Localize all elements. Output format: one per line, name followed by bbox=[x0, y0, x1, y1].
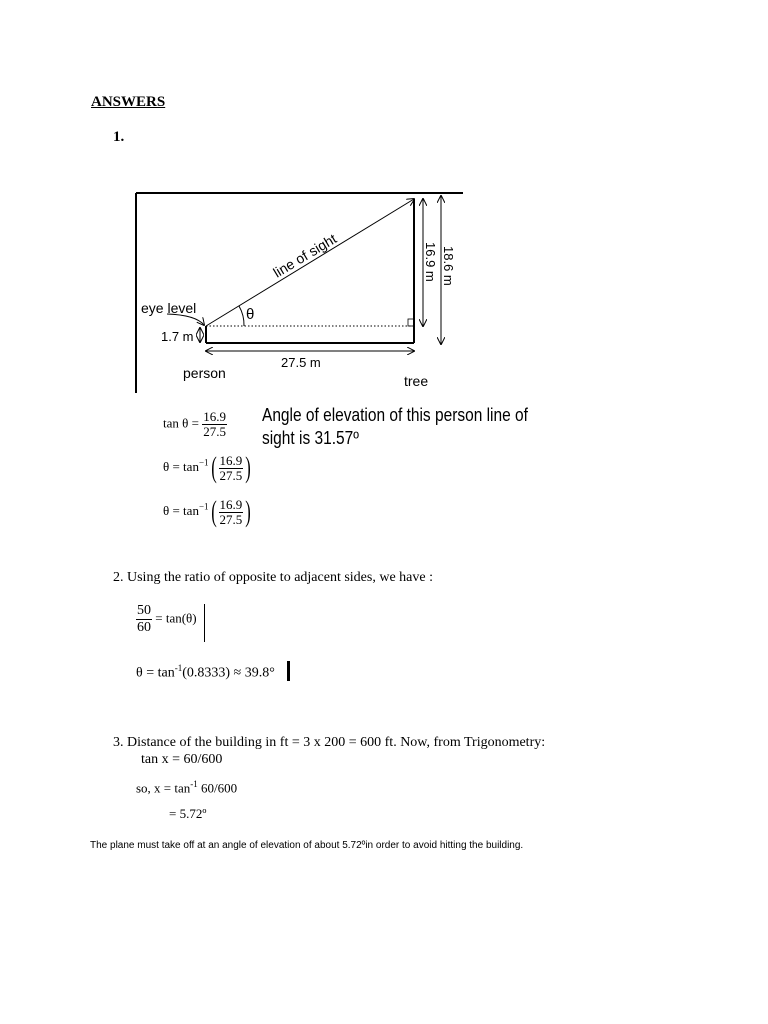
fraction-numerator: 16.9 bbox=[219, 496, 243, 512]
fraction-numerator: 50 bbox=[137, 603, 151, 618]
theta-label: θ bbox=[246, 306, 255, 323]
tree-height-label: 18.6 m bbox=[441, 246, 456, 286]
line-of-sight bbox=[206, 199, 414, 326]
left-paren: ( bbox=[210, 495, 217, 528]
q1-eq3-fraction bbox=[219, 498, 244, 527]
inverse-exponent: −1 bbox=[198, 501, 209, 512]
q2-eq2-lhs: θ = tan bbox=[136, 665, 175, 681]
q2-fraction bbox=[136, 603, 152, 636]
answers-heading: ANSWERS bbox=[91, 94, 166, 110]
q1-eq2-lhs: θ = tan bbox=[163, 458, 199, 474]
q2-eq2-rhs: (0.8333) ≈ 39.8° bbox=[182, 665, 275, 681]
fraction-denominator: 27.5 bbox=[219, 467, 243, 483]
person-label: person bbox=[183, 365, 226, 381]
inverse-exponent: -1 bbox=[174, 663, 183, 673]
inverse-exponent: -1 bbox=[190, 779, 198, 789]
eye-level-label: eye level bbox=[141, 300, 197, 316]
line-of-sight-label: line of sight bbox=[270, 230, 340, 281]
q3-equation-1: tan x = 60/600 bbox=[141, 752, 223, 767]
q3-equation-2 bbox=[136, 779, 237, 796]
q1-conclusion bbox=[262, 404, 528, 450]
q2-equation-2 bbox=[136, 663, 275, 682]
q2-equation-1 bbox=[136, 603, 197, 636]
q3-equation-3: = 5.72º bbox=[169, 806, 207, 821]
tree-label: tree bbox=[404, 373, 429, 389]
q3-eq2-post: 60/600 bbox=[197, 780, 238, 796]
q1-equation-3 bbox=[163, 497, 253, 527]
q1-equation-1 bbox=[163, 410, 227, 439]
inverse-exponent: −1 bbox=[198, 457, 209, 468]
left-paren: ( bbox=[210, 451, 217, 484]
fraction-numerator: 16.9 bbox=[203, 409, 226, 424]
right-paren: ) bbox=[245, 495, 252, 528]
conclusion-line-1: Angle of elevation of this person line of bbox=[262, 405, 528, 425]
question-2-text: 2. Using the ratio of opposite to adjacent sides, we have : bbox=[113, 570, 433, 585]
fraction-denominator: 60 bbox=[137, 620, 151, 635]
q2-eq1-rhs: = tan(θ) bbox=[155, 610, 197, 626]
fraction-numerator: 16.9 bbox=[219, 452, 243, 468]
height-above-eye-label: 16.9 m bbox=[423, 242, 438, 282]
text-cursor bbox=[287, 661, 290, 681]
q1-eq3-lhs: θ = tan bbox=[163, 502, 199, 518]
q3-eq2-pre: so, x = tan bbox=[136, 780, 191, 796]
q1-eq2-fraction bbox=[219, 454, 244, 483]
question-3-text: 3. Distance of the building in ft = 3 x 200 = 600 ft. Now, from Trigonometry: bbox=[113, 735, 546, 750]
question-1-number: 1. bbox=[113, 129, 125, 145]
cursor-bar bbox=[204, 604, 205, 642]
conclusion-line-2: sight is 31.57º bbox=[262, 428, 359, 448]
q1-eq1-lhs: tan θ = bbox=[163, 415, 199, 431]
distance-label: 27.5 m bbox=[281, 355, 321, 370]
q1-eq1-fraction bbox=[202, 410, 227, 439]
q1-equation-2 bbox=[163, 453, 253, 483]
final-note: The plane must take off at an angle of elevation of about 5.72ºin order to avoid hitting the building. bbox=[90, 840, 524, 851]
eye-height-label: 1.7 m bbox=[161, 329, 194, 344]
right-paren: ) bbox=[245, 451, 252, 484]
fraction-denominator: 27.5 bbox=[219, 511, 243, 527]
fraction-denominator: 27.5 bbox=[203, 424, 226, 439]
angle-arc bbox=[239, 306, 244, 326]
